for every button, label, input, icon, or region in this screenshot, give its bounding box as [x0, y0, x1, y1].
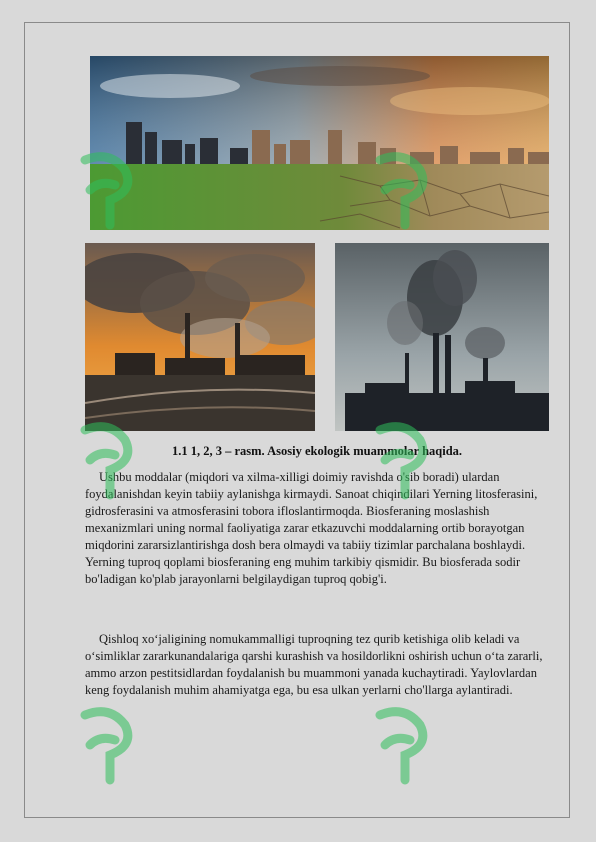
factory-smoke-photo [85, 243, 315, 431]
figure-caption: 1.1 1, 2, 3 – rasm. Asosiy ekologik muammolar haqida. [171, 444, 463, 458]
city-drought-photo [90, 56, 549, 230]
body-paragraph-2: Qishloq xo‘jaligining nomukammalligi tuproqning tez qurib ketishiga olib keladi va o‘simliklar zararkunandalariga qarshi kurashish va hosildorlikni oshirish uchun o‘ta zararli, ammo arzon pestitsidlardan foydalanish bu muammoni yanada kuchaytiradi. Yaylovlardan keng foydalanish muhim ahamiyatga ega, bu esa ulkan yerlarni cho'llarga aylantiradi. [85, 632, 543, 697]
smokestacks-photo [335, 243, 549, 431]
body-paragraph-1: Ushbu moddalar (miqdori va xilma-xilligi doimiy ravishda o'sib boradi) ulardan foydalanishdan keyin tabiiy aylanishga kirmaydi. Sanoat chiqindilari Yerning litosferasini, gidrosferasini va atmosferasini tobora ifloslantirmoqda. Biosferaning moslashish mexanizmlari uning normal faoliyatiga zarar etkazuvchi moddalarning ortib borayotgan miqdorini zararsizlantirishga dosh bera olmaydi va tabiiy tizimlar parchalana boshlaydi. Yerning tuproq qoplami biosferaning eng muhim tarkibiy qismidir. Bu biosferada sodir bo'ladigan ko'plab jarayonlarni belgilaydigan tuproq qobig'i. [85, 470, 538, 586]
